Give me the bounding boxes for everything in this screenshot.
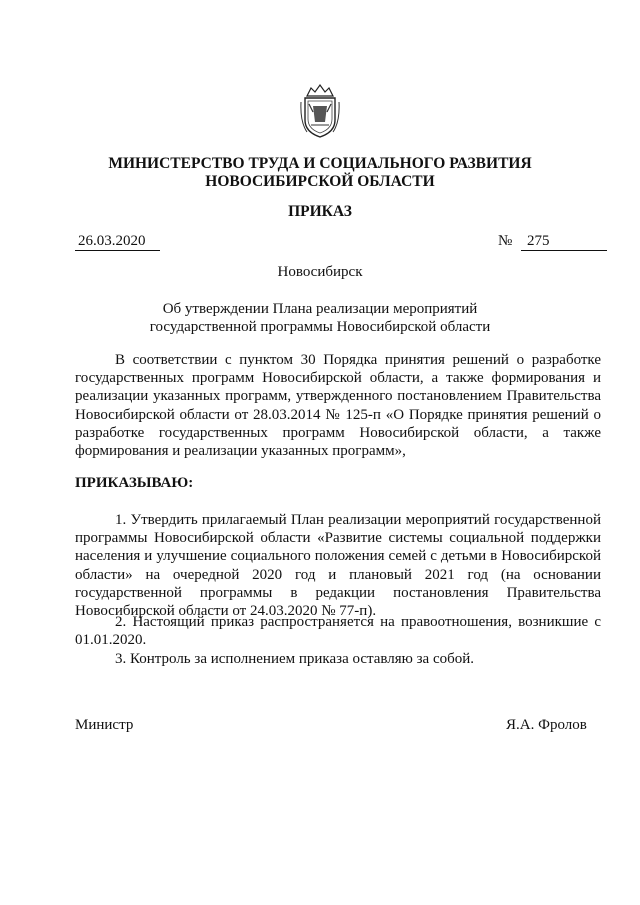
order-number: 275 — [521, 233, 607, 251]
order-item-1: 1. Утвердить прилагаемый План реализации мероприятий государственной программы Новосибирской области «Развитие системы социальной поддержки населения и улучшение социального положения семей с детьми в Новосибирской области» на очередной 2020 год и плановый 2021 год (на основании государственной программы в редакции постановления Правительства Новосибирской области от 24.03.2020 № 77-п). — [75, 512, 601, 620]
order-date: 26.03.2020 — [75, 233, 160, 251]
ministry-name-line1: МИНИСТЕРСТВО ТРУДА И СОЦИАЛЬНОГО РАЗВИТИЯ — [108, 155, 532, 172]
ministry-name-line2: НОВОСИБИРСКОЙ ОБЛАСТИ — [205, 173, 435, 190]
preamble: В соответствии с пунктом 30 Порядка принятия решений о разработке государственных программ Новосибирской области, а также формирования и реализации указанных программ, утвержденного постановлением Правительства Новосибирской области от 28.03.2014 № 125-п «О Порядке принятия решений о разработке государственных программ Новосибирской области, а также формирования и реализации указанных программ», — [75, 352, 601, 460]
signatory-name: Я.А. Фролов — [506, 717, 587, 733]
coat-of-arms-icon — [299, 82, 341, 140]
number-sign: № — [498, 233, 513, 249]
subject-line1: Об утверждении Плана реализации мероприятий — [162, 301, 478, 317]
order-item-3: 3. Контроль за исполнением приказа оставляю за собой. — [115, 651, 475, 667]
order-subject — [0, 300, 640, 336]
document-type: ПРИКАЗ — [288, 203, 352, 220]
signatory-role: Министр — [75, 717, 134, 733]
order-item-2: 2. Настоящий приказ распространяется на правоотношения, возникшие с 01.01.2020. — [75, 614, 601, 649]
subject-line2: государственной программы Новосибирской области — [149, 319, 491, 335]
city: Новосибирск — [277, 264, 363, 280]
order-word: ПРИКАЗЫВАЮ: — [75, 475, 194, 491]
